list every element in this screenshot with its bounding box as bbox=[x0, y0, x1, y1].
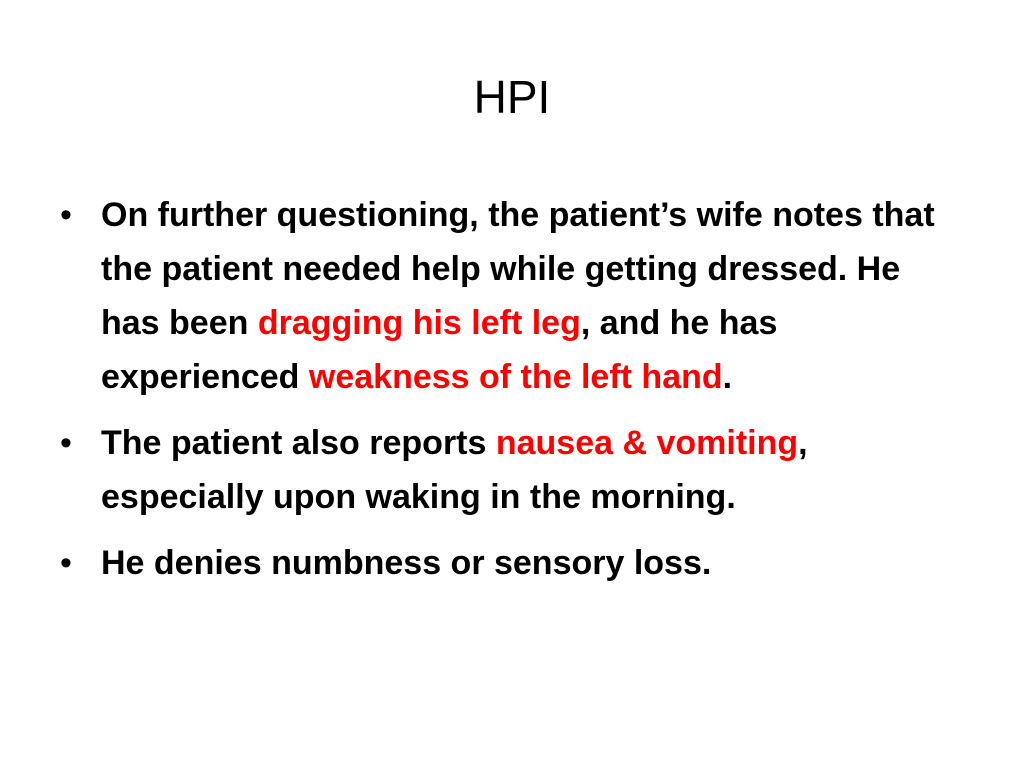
bullet-dot: • bbox=[60, 544, 72, 582]
slide-title: HPI bbox=[473, 71, 551, 123]
highlighted-text: nausea & vomiting bbox=[495, 424, 799, 462]
bullet-text: . bbox=[722, 358, 733, 396]
bullet-text: On further questioning, the patient’s wife notes that the patient needed help while getting dressed. He has been bbox=[101, 196, 935, 342]
bullet-text: He denies numbness or sensory loss. bbox=[101, 544, 712, 582]
bullet-text: , and he has experienced bbox=[101, 304, 778, 396]
bullet-item-1 bbox=[60, 188, 960, 404]
bullet-dot: • bbox=[60, 424, 72, 462]
bullet-item-3 bbox=[60, 536, 960, 590]
bullet-item-2 bbox=[60, 416, 960, 524]
bullet-text: , especially upon waking in the morning. bbox=[101, 424, 808, 516]
bullet-text: The patient also reports bbox=[101, 424, 496, 462]
highlighted-text: weakness of the left hand bbox=[308, 358, 723, 396]
bullet-list bbox=[60, 188, 960, 602]
highlighted-text: dragging his left leg bbox=[257, 304, 581, 342]
bullet-dot: • bbox=[60, 196, 72, 234]
